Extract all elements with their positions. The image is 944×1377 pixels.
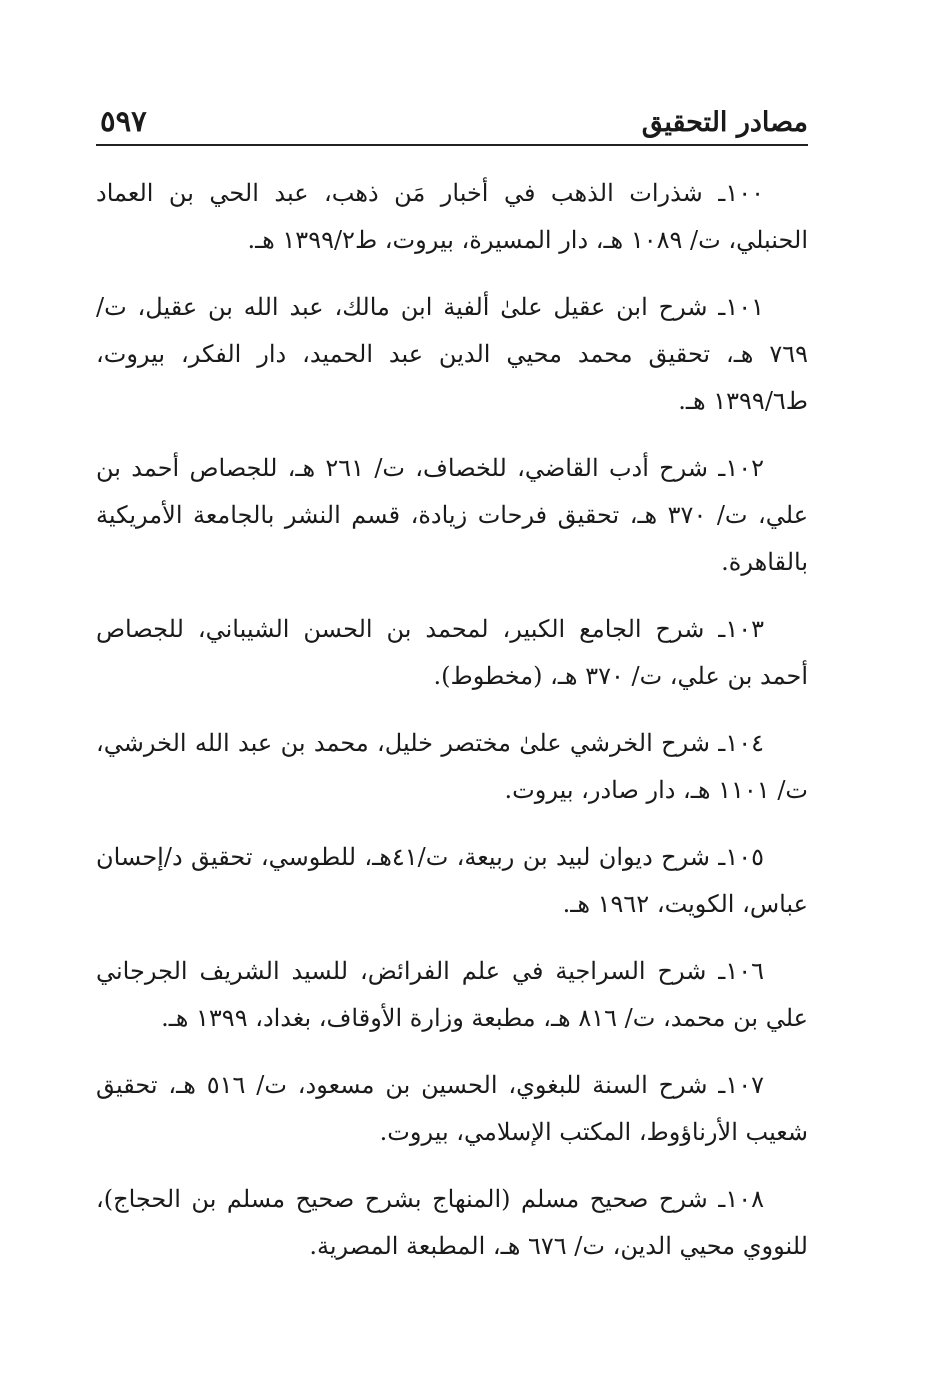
bibliography-list [96,170,808,1290]
bibliography-entry-108: ١٠٨ـ شرح صحيح مسلم (المنهاج بشرح صحيح مسلم بن الحجاج)، للنووي محيي الدين، ت/ ٦٧٦ هـ، المطبعة المصرية. [96,1185,808,1260]
bibliography-entry-103: ١٠٣ـ شرح الجامع الكبير، لمحمد بن الحسن الشيباني، للجصاص أحمد بن علي، ت/ ٣٧٠ هـ، (مخطوط). [96,615,808,690]
bibliography-entry-100: ١٠٠ـ شذرات الذهب في أخبار مَن ذهب، عبد الحي بن العماد الحنبلي، ت/ ١٠٨٩ هـ، دار المسيرة، بيروت، ط١٣٩٩/٢ هـ. [96,179,808,254]
page-number: ٥٩٧ [100,104,147,138]
bibliography-entry-101: ١٠١ـ شرح ابن عقيل علىٰ ألفية ابن مالك، عبد الله بن عقيل، ت/ ٧٦٩ هـ، تحقيق محمد محيي الدين عبد الحميد، دار الفكر، بيروت، ط١٣٩٩/٦ هـ. [96,293,808,415]
bibliography-entry-106: ١٠٦ـ شرح السراجية في علم الفرائض، للسيد الشريف الجرجاني علي بن محمد، ت/ ٨١٦ هـ، مطبعة وزارة الأوقاف، بغداد، ١٣٩٩ هـ. [96,957,808,1032]
running-title: مصادر التحقيق [641,107,808,138]
bibliography-entry-104: ١٠٤ـ شرح الخرشي علىٰ مختصر خليل، محمد بن عبد الله الخرشي، ت/ ١١٠١ هـ، دار صادر، بيروت. [96,729,808,804]
bibliography-entry-107: ١٠٧ـ شرح السنة للبغوي، الحسين بن مسعود، ت/ ٥١٦ هـ، تحقيق شعيب الأرناؤوط، المكتب الإسلامي، بيروت. [96,1071,808,1146]
bibliography-entry-102: ١٠٢ـ شرح أدب القاضي، للخصاف، ت/ ٢٦١ هـ، للجصاص أحمد بن علي، ت/ ٣٧٠ هـ، تحقيق فرحات زيادة، قسم النشر بالجامعة الأمريكية بالقاهرة. [96,454,809,576]
bibliography-entry-105: ١٠٥ـ شرح ديوان لبيد بن ربيعة، ت/٤١هـ، للطوسي، تحقيق د/إحسان عباس، الكويت، ١٩٦٢ هـ. [96,843,808,918]
page-header [96,98,808,146]
